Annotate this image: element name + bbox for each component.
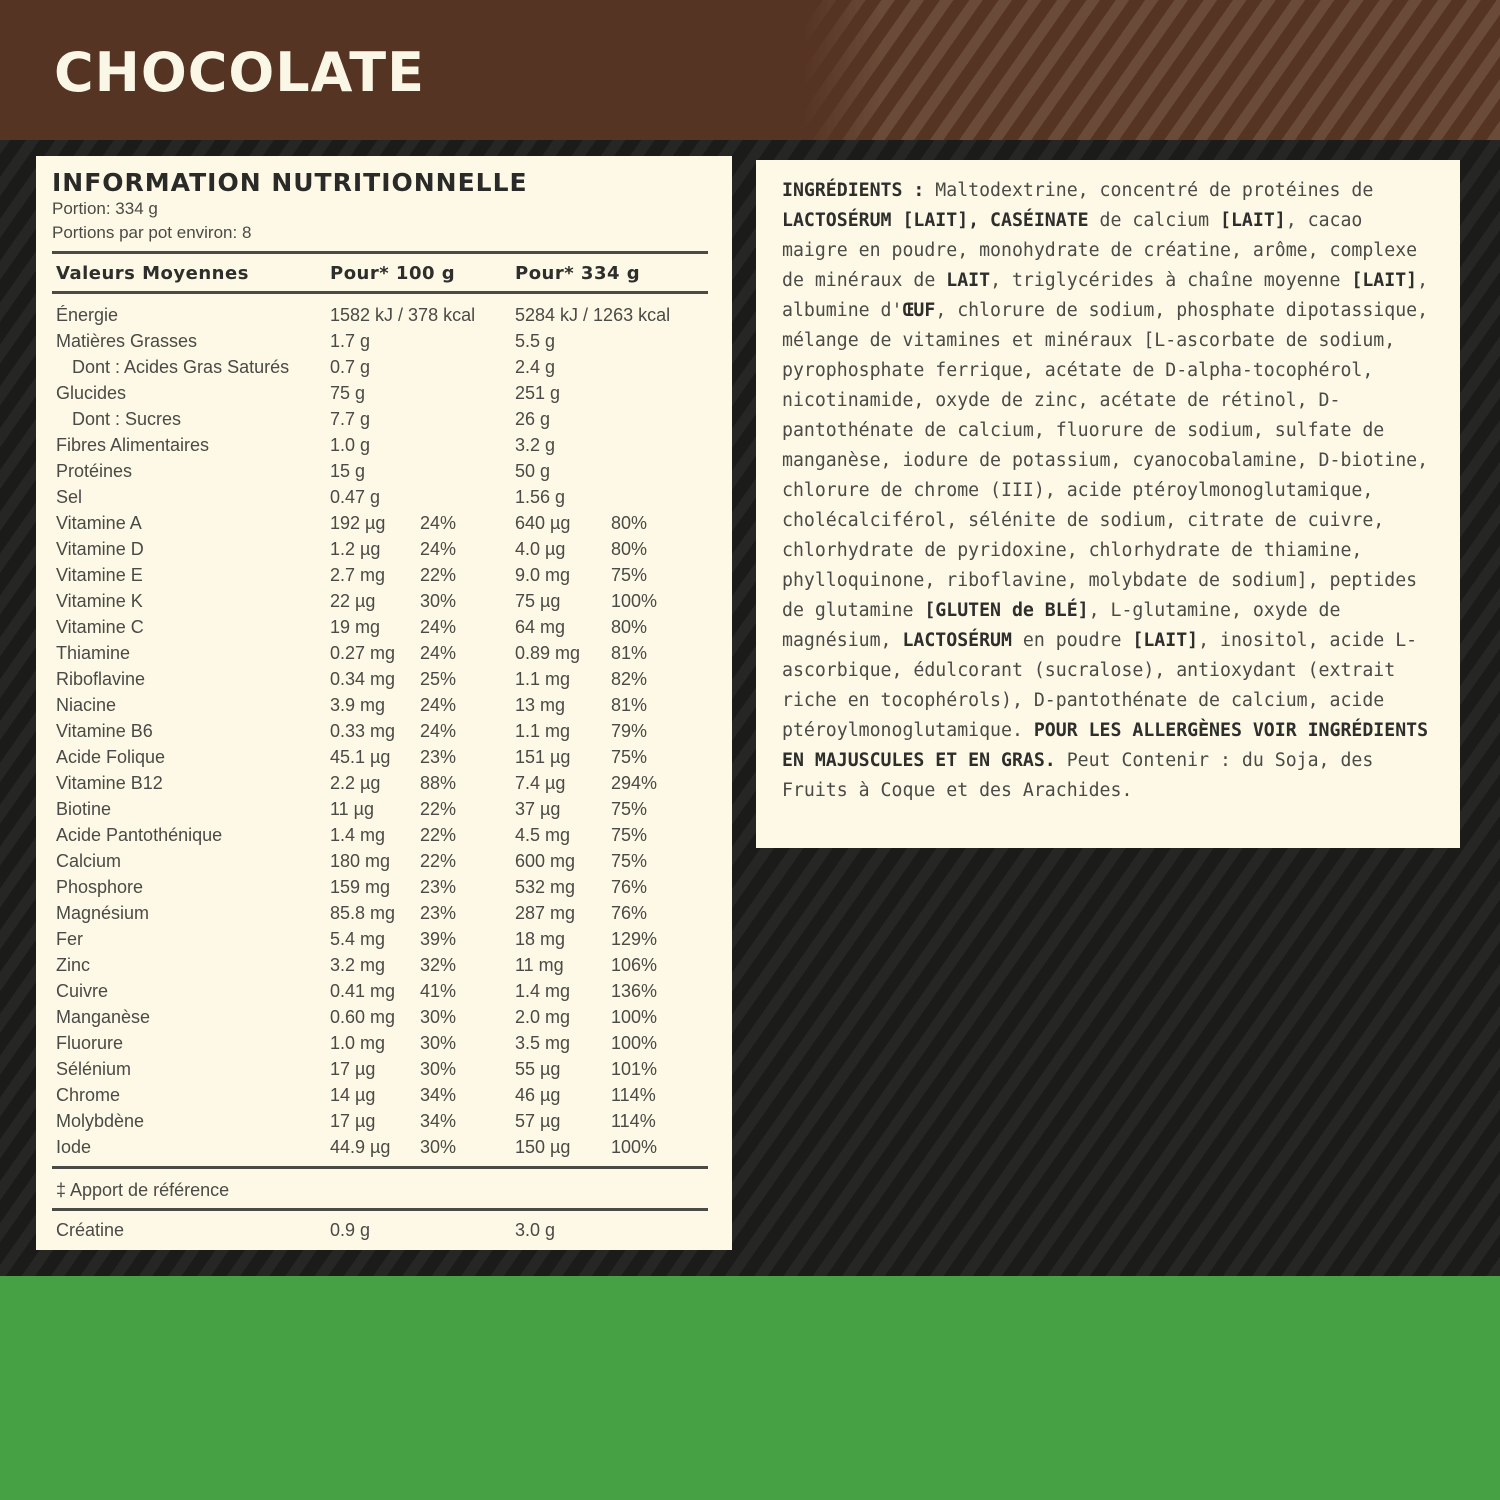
value-per334: 9.0 mg — [515, 565, 571, 585]
ri-percent-per100: 24% — [420, 539, 457, 559]
nutrition-row — [36, 692, 732, 718]
ri-percent-per100: 88% — [420, 773, 457, 793]
nutrition-row — [36, 614, 732, 640]
ri-percent-per100: 23% — [420, 747, 457, 767]
ingredient-allergen-text: ŒUF — [902, 300, 936, 321]
ingredient-text: , albumine d' — [782, 270, 1429, 321]
nutrition-row — [36, 1030, 732, 1056]
nutrition-row — [36, 718, 732, 744]
nutrient-name: Vitamine B6 — [56, 721, 153, 741]
ingredient-text: , chlorure de sodium, phosphate dipotassique, mélange de vitamines et minéraux [L-ascorbate de sodium, pyrophosphate ferrique, acétate de D-alpha-tocophérol, nicotinamide, oxyde de zinc, acétate de rétinol, D-pantothénate de calcium, fluorure de sodium, sulfate de manganèse, iodure de potassium, cyanocobalamine, D-biotine, chlorure de chrome (III), acide ptéroylmonoglutamique, cholécalciférol, sélénite de sodium, citrate de cuivre, chlorhydrate de pyridoxine, chlorhydrate de thiamine, phylloquinone, riboflavine, molybdate de sodium], peptides de glutamine — [782, 300, 1429, 621]
ri-percent-per334: 114% — [611, 1111, 656, 1131]
value-per334: 2.4 g — [515, 357, 556, 377]
nutrition-row — [36, 874, 732, 900]
ri-percent-per334: 294% — [611, 773, 658, 793]
nutrition-row — [36, 562, 732, 588]
ri-percent-per334: 80% — [611, 513, 648, 533]
ingredients-panel — [756, 160, 1460, 848]
nutrient-name: Glucides — [56, 383, 127, 403]
table-end-rule — [52, 1166, 708, 1169]
ri-percent-per100: 22% — [420, 825, 457, 845]
nutrition-row — [36, 458, 732, 484]
nutrient-name: Énergie — [56, 305, 119, 325]
ri-percent-per100: 30% — [420, 591, 457, 611]
value-per334: 75 µg — [515, 591, 561, 611]
nutrition-row — [36, 1056, 732, 1082]
value-per100: 3.9 mg — [330, 695, 386, 715]
nutrient-name: Riboflavine — [56, 669, 146, 689]
ri-percent-per334: 76% — [611, 903, 648, 923]
nutrition-row — [36, 1134, 732, 1160]
ri-percent-per334: 100% — [611, 1007, 658, 1027]
ri-percent-per100: 22% — [420, 565, 457, 585]
ingredient-text: , cacao maigre en poudre, monohydrate de créatine, arôme, complexe de minéraux de — [782, 210, 1418, 291]
nutrient-name: Matières Grasses — [56, 331, 198, 351]
ri-percent-per334: 100% — [611, 591, 658, 611]
nutrition-row — [36, 432, 732, 458]
value-per100: 1.2 µg — [330, 539, 381, 559]
value-per100: 159 mg — [330, 877, 391, 897]
nutrient-name: Vitamine C — [56, 617, 144, 637]
value-per334: 151 µg — [515, 747, 571, 767]
nutrient-name: Vitamine E — [56, 565, 143, 585]
creatine-name: Créatine — [56, 1220, 125, 1240]
value-per334: 600 mg — [515, 851, 576, 871]
nutrient-name: Vitamine K — [56, 591, 143, 611]
value-per100: 0.7 g — [330, 357, 371, 377]
value-per334: 55 µg — [515, 1059, 561, 1079]
ri-percent-per334: 82% — [611, 669, 648, 689]
value-per100: 3.2 mg — [330, 955, 386, 975]
ingredient-text: Maltodextrine, concentré de protéines de — [924, 180, 1374, 201]
nutrition-row — [36, 354, 732, 380]
value-per100: 15 g — [330, 461, 366, 481]
nutrition-row — [36, 952, 732, 978]
ri-percent-per100: 39% — [420, 929, 457, 949]
ri-percent-per100: 30% — [420, 1007, 457, 1027]
nutrient-name: Vitamine A — [56, 513, 142, 533]
nutrient-name: Magnésium — [56, 903, 150, 923]
nutrition-row — [36, 796, 732, 822]
header-rule-bottom — [52, 291, 708, 294]
nutrition-row — [36, 380, 732, 406]
value-per334: 46 µg — [515, 1085, 561, 1105]
ri-percent-per334: 75% — [611, 747, 648, 767]
nutrition-row — [36, 900, 732, 926]
nutrition-row — [36, 484, 732, 510]
nutrition-row — [36, 666, 732, 692]
ingredient-text: , inositol, acide L-ascorbique, édulcorant (sucralose), antioxydant (extrait riche en tocophérols), D-pantothénate de calcium, acide ptéroylmonoglutamique. — [782, 630, 1418, 741]
ri-percent-per334: 75% — [611, 799, 648, 819]
nutrient-name: Manganèse — [56, 1007, 151, 1027]
nutrition-title: INFORMATION NUTRITIONNELLE — [52, 168, 528, 197]
portions-per-pot: Portions par pot environ: 8 — [52, 223, 252, 242]
ri-percent-per334: 75% — [611, 825, 648, 845]
value-per100: 19 mg — [330, 617, 381, 637]
header-banner — [0, 0, 1500, 140]
value-per100: 45.1 µg — [330, 747, 391, 767]
value-per334: 11 mg — [515, 955, 564, 975]
ingredient-allergen-text: [LAIT] — [1351, 270, 1418, 291]
nutrition-row — [36, 328, 732, 354]
creatine-per334: 3.0 g — [515, 1220, 556, 1240]
nutrition-row — [36, 510, 732, 536]
nutrient-name: Calcium — [56, 851, 122, 871]
ri-percent-per334: 81% — [611, 695, 648, 715]
ri-percent-per100: 34% — [420, 1085, 457, 1105]
ri-percent-per100: 23% — [420, 877, 457, 897]
value-per334: 532 mg — [515, 877, 576, 897]
value-per100: 11 µg — [330, 799, 375, 819]
value-per334: 5.5 g — [515, 331, 556, 351]
value-per100: 0.60 mg — [330, 1007, 396, 1027]
value-per100: 1.4 mg — [330, 825, 386, 845]
nutrient-name: Zinc — [56, 955, 91, 975]
value-per334: 57 µg — [515, 1111, 561, 1131]
nutrient-name: Sel — [56, 487, 83, 507]
nutrient-name: Protéines — [56, 461, 133, 481]
value-per100: 2.2 µg — [330, 773, 381, 793]
ingredient-text: de calcium — [1088, 210, 1221, 231]
ri-percent-per334: 79% — [611, 721, 648, 741]
nutrition-row — [36, 770, 732, 796]
value-per334: 4.0 µg — [515, 539, 566, 559]
ri-percent-per334: 80% — [611, 617, 648, 637]
value-per334: 5284 kJ / 1263 kcal — [515, 305, 671, 325]
nutrient-name: Niacine — [56, 695, 117, 715]
ri-percent-per100: 24% — [420, 721, 457, 741]
ingredient-allergen-text: INGRÉDIENTS : — [782, 180, 925, 201]
ri-percent-per334: 80% — [611, 539, 648, 559]
nutrition-row — [36, 302, 732, 328]
value-per100: 1582 kJ / 378 kcal — [330, 305, 476, 325]
value-per100: 1.0 g — [330, 435, 371, 455]
ri-percent-per334: 81% — [611, 643, 648, 663]
ingredient-allergen-text: [LAIT] — [1220, 210, 1286, 231]
ingredient-allergen-text: LACTOSÉRUM — [902, 630, 1012, 651]
value-per100: 14 µg — [330, 1085, 376, 1105]
ri-percent-per100: 24% — [420, 617, 457, 637]
nutrition-row — [36, 848, 732, 874]
ingredient-allergen-text: LACTOSÉRUM [LAIT], CASÉINATE — [782, 210, 1089, 231]
nutrient-name: Fibres Alimentaires — [56, 435, 210, 455]
ri-percent-per100: 22% — [420, 851, 457, 871]
value-per334: 2.0 mg — [515, 1007, 571, 1027]
ri-percent-per100: 41% — [420, 981, 457, 1001]
value-per334: 1.1 mg — [515, 669, 571, 689]
ingredient-text: en poudre — [1011, 630, 1133, 651]
ri-percent-per334: 76% — [611, 877, 648, 897]
ingredient-allergen-text: [LAIT] — [1132, 630, 1199, 651]
value-per100: 1.0 mg — [330, 1033, 386, 1053]
value-per100: 17 µg — [330, 1111, 376, 1131]
ingredient-allergen-text: LAIT — [946, 270, 991, 291]
nutrient-name: Acide Folique — [56, 747, 166, 767]
flavor-title: CHOCOLATE — [54, 41, 425, 104]
value-per334: 26 g — [515, 409, 551, 429]
nutrient-name: Dont : Sucres — [72, 409, 182, 429]
value-per100: 1.7 g — [330, 331, 371, 351]
nutrition-row — [36, 1004, 732, 1030]
ri-percent-per100: 23% — [420, 903, 457, 923]
value-per334: 3.5 mg — [515, 1033, 571, 1053]
value-per100: 0.27 mg — [330, 643, 396, 663]
ri-percent-per100: 32% — [420, 955, 457, 975]
value-per334: 13 mg — [515, 695, 566, 715]
nutrient-name: Fluorure — [56, 1033, 124, 1053]
reference-footnote: ‡ Apport de référence — [56, 1180, 230, 1200]
nutrient-name: Acide Pantothénique — [56, 825, 223, 845]
value-per100: 75 g — [330, 383, 366, 403]
ingredient-text: Peut Contenir : du Soja, des Fruits à Coque et des Arachides. — [782, 750, 1374, 801]
ingredient-allergen-text: POUR LES ALLERGÈNES VOIR INGRÉDIENTS EN MAJUSCULES ET EN GRAS. — [782, 720, 1429, 771]
ingredient-text: , L-glutamine, oxyde de magnésium, — [782, 600, 1341, 651]
nutrient-name: Chrome — [56, 1085, 121, 1105]
value-per334: 64 mg — [515, 617, 566, 637]
ri-percent-per334: 129% — [611, 929, 658, 949]
ri-percent-per334: 101% — [611, 1059, 658, 1079]
ingredients-text — [782, 176, 1436, 806]
ri-percent-per100: 30% — [420, 1059, 457, 1079]
ri-percent-per100: 24% — [420, 643, 457, 663]
ri-percent-per100: 30% — [420, 1033, 457, 1053]
value-per100: 0.47 g — [330, 487, 381, 507]
nutrition-row — [36, 588, 732, 614]
nutrition-row — [36, 406, 732, 432]
nutrient-name: Biotine — [56, 799, 112, 819]
ri-percent-per334: 106% — [611, 955, 658, 975]
value-per100: 0.41 mg — [330, 981, 396, 1001]
value-per334: 287 mg — [515, 903, 576, 923]
creatine-rule — [52, 1208, 708, 1211]
header-stripe-pattern — [800, 0, 1500, 140]
nutrition-row — [36, 1082, 732, 1108]
nutrition-panel — [36, 156, 732, 1250]
nutrient-name: Thiamine — [56, 643, 131, 663]
nutrient-name: Phosphore — [56, 877, 144, 897]
ri-percent-per100: 34% — [420, 1111, 457, 1131]
value-per100: 85.8 mg — [330, 903, 396, 923]
value-per334: 150 µg — [515, 1137, 571, 1157]
nutrition-row — [36, 536, 732, 562]
ri-percent-per334: 75% — [611, 851, 648, 871]
nutrition-rows — [36, 302, 732, 1160]
ri-percent-per100: 25% — [420, 669, 457, 689]
col-header-per100: Pour* 100 g — [330, 263, 456, 284]
nutrient-name: Fer — [56, 929, 83, 949]
ri-percent-per334: 100% — [611, 1137, 658, 1157]
nutrient-name: Cuivre — [56, 981, 109, 1001]
creatine-row — [36, 1217, 732, 1243]
nutrition-row — [36, 640, 732, 666]
value-per334: 50 g — [515, 461, 551, 481]
col-header-per334: Pour* 334 g — [515, 263, 641, 284]
value-per100: 180 mg — [330, 851, 391, 871]
value-per100: 17 µg — [330, 1059, 376, 1079]
ri-percent-per334: 114% — [611, 1085, 656, 1105]
ri-percent-per334: 75% — [611, 565, 648, 585]
header-rule-top — [52, 251, 708, 254]
nutrition-row — [36, 744, 732, 770]
value-per100: 7.7 g — [330, 409, 371, 429]
ri-percent-per100: 24% — [420, 695, 457, 715]
value-per334: 7.4 µg — [515, 773, 566, 793]
value-per334: 37 µg — [515, 799, 561, 819]
value-per100: 0.33 mg — [330, 721, 396, 741]
ri-percent-per334: 100% — [611, 1033, 658, 1053]
nutrition-row — [36, 822, 732, 848]
nutrition-row — [36, 978, 732, 1004]
value-per334: 3.2 g — [515, 435, 556, 455]
value-per334: 0.89 mg — [515, 643, 581, 663]
nutrition-row — [36, 926, 732, 952]
portion-size: Portion: 334 g — [52, 199, 158, 218]
nutrient-name: Vitamine B12 — [56, 773, 163, 793]
ri-percent-per100: 24% — [420, 513, 457, 533]
value-per100: 0.34 mg — [330, 669, 396, 689]
ri-percent-per100: 22% — [420, 799, 457, 819]
value-per334: 640 µg — [515, 513, 571, 533]
nutrition-row — [36, 1108, 732, 1134]
nutrient-name: Sélénium — [56, 1059, 132, 1079]
value-per100: 2.7 mg — [330, 565, 386, 585]
value-per334: 1.56 g — [515, 487, 566, 507]
nutrient-name: Dont : Acides Gras Saturés — [72, 357, 290, 377]
value-per334: 1.4 mg — [515, 981, 571, 1001]
value-per100: 22 µg — [330, 591, 376, 611]
nutrient-name: Iode — [56, 1137, 92, 1157]
value-per334: 4.5 mg — [515, 825, 571, 845]
ri-percent-per334: 136% — [611, 981, 658, 1001]
value-per100: 192 µg — [330, 513, 386, 533]
creatine-per100: 0.9 g — [330, 1220, 371, 1240]
value-per334: 18 mg — [515, 929, 566, 949]
col-header-name: Valeurs Moyennes — [56, 263, 249, 284]
ri-percent-per100: 30% — [420, 1137, 457, 1157]
value-per100: 5.4 mg — [330, 929, 386, 949]
nutrient-name: Vitamine D — [56, 539, 144, 559]
value-per100: 44.9 µg — [330, 1137, 391, 1157]
green-footer-band — [0, 1276, 1500, 1500]
ingredient-allergen-text: [GLUTEN de BLÉ] — [924, 600, 1089, 621]
value-per334: 251 g — [515, 383, 561, 403]
nutrient-name: Molybdène — [56, 1111, 145, 1131]
value-per334: 1.1 mg — [515, 721, 571, 741]
ingredient-text: , triglycérides à chaîne moyenne — [990, 270, 1352, 291]
